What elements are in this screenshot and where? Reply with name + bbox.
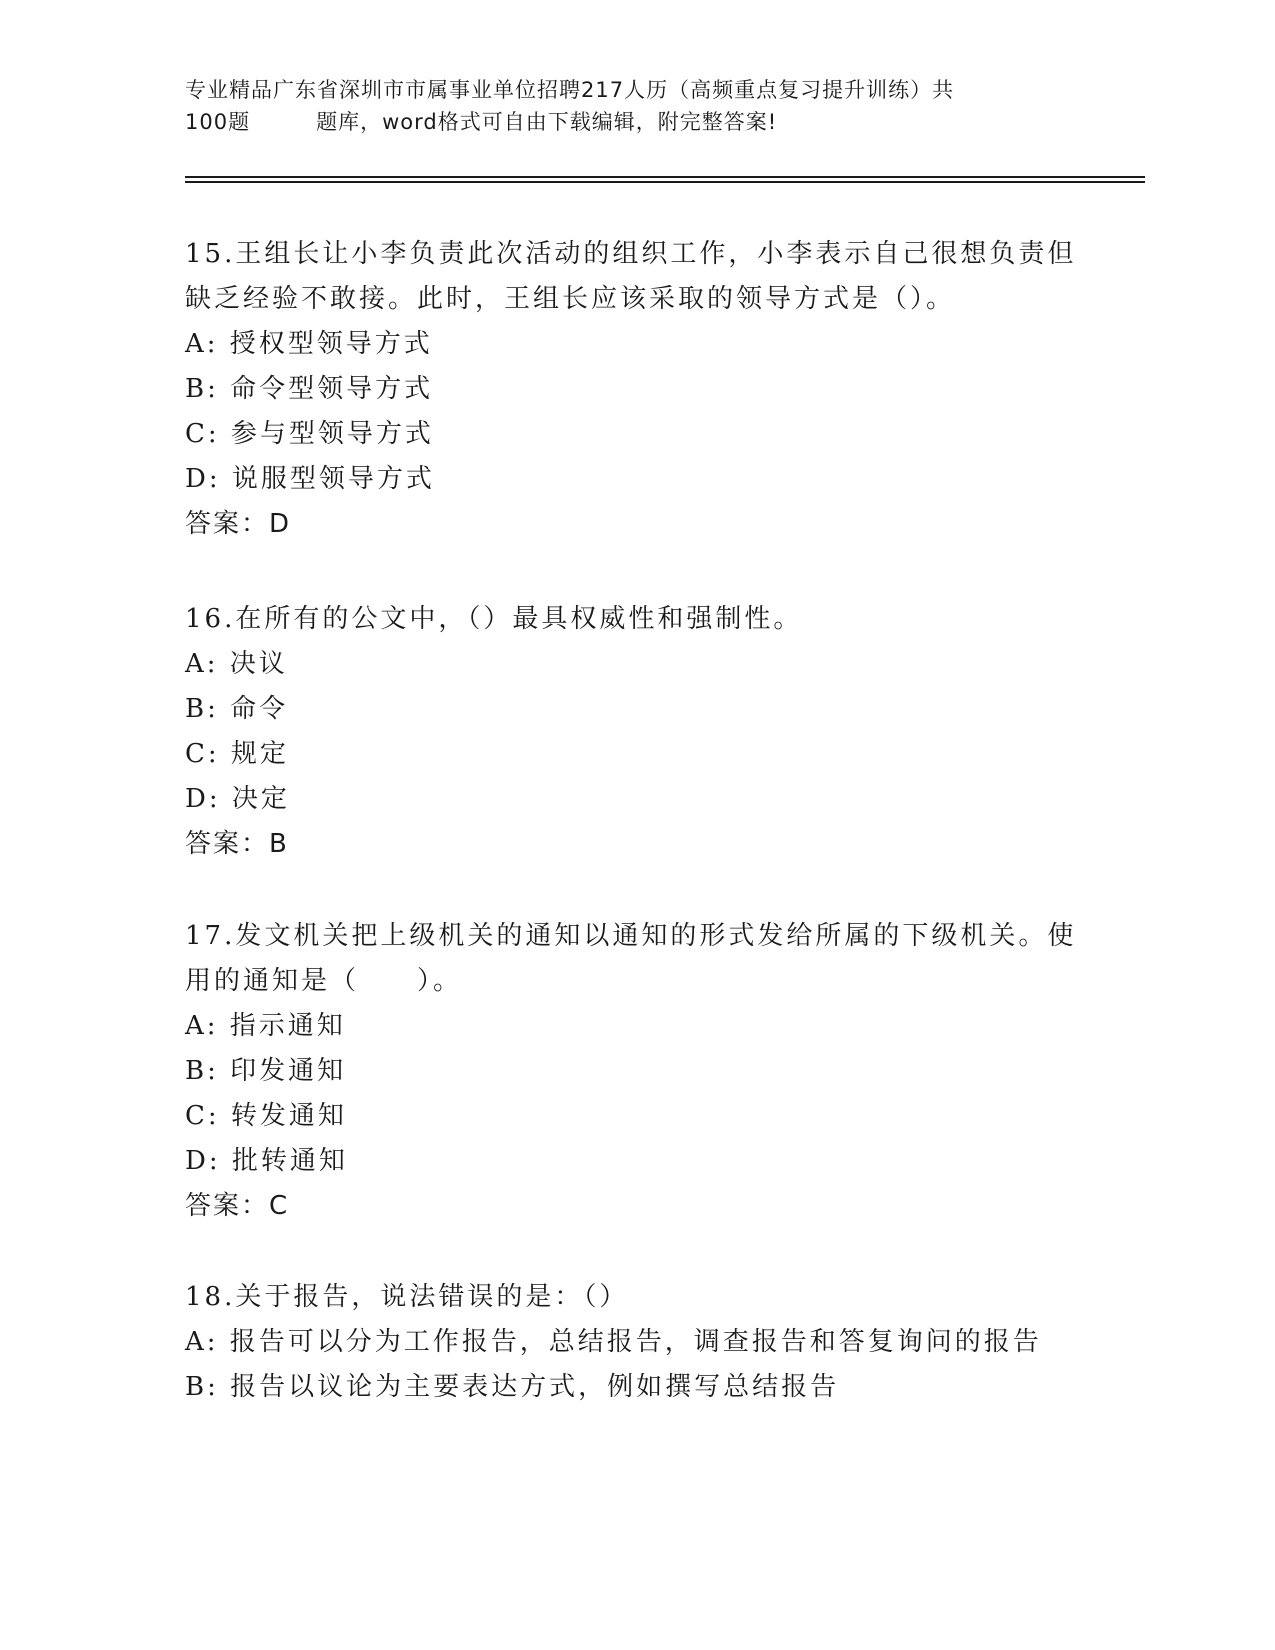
option-d: D: 说服型领导方式 xyxy=(185,464,435,494)
question-stem: 15.王组长让小李负责此次活动的组织工作，小李表示自己很想负责但缺乏经验不敢接。此时，王组长应该采取的领导方式是（）。 xyxy=(185,239,1077,314)
option-b: B: 命令 xyxy=(185,694,289,724)
option-a: A: 决议 xyxy=(185,649,288,679)
option-c: C: 参与型领导方式 xyxy=(185,419,434,449)
question-item xyxy=(185,914,1105,1229)
header-title-line-1: 专业精品广东省深圳市市属事业单位招聘217人历（高频重点复习提升训练）共 xyxy=(185,78,955,102)
header-title-line-2: 100题 题库，word格式可自由下载编辑，附完整答案! xyxy=(185,110,778,134)
question-stem: 18.关于报告，说法错误的是：（） xyxy=(185,1282,629,1312)
answer-label: 答案：B xyxy=(185,829,289,859)
option-a: A: 指示通知 xyxy=(185,1011,346,1041)
question-item xyxy=(185,1275,1105,1410)
question-stem: 16.在所有的公文中，（）最具权威性和强制性。 xyxy=(185,604,803,634)
page-header xyxy=(185,74,1085,138)
option-b: B: 报告以议论为主要表达方式，例如撰写总结报告 xyxy=(185,1372,840,1402)
option-c: C: 规定 xyxy=(185,739,289,769)
question-item xyxy=(185,232,1105,547)
option-b: B: 印发通知 xyxy=(185,1056,347,1086)
answer-label: 答案：D xyxy=(185,509,292,539)
header-divider xyxy=(185,176,1145,178)
option-a: A: 报告可以分为工作报告，总结报告，调查报告和答复询问的报告 xyxy=(185,1327,1042,1357)
option-d: D: 决定 xyxy=(185,784,290,814)
option-a: A: 授权型领导方式 xyxy=(185,329,433,359)
option-b: B: 命令型领导方式 xyxy=(185,374,434,404)
option-d: D: 批转通知 xyxy=(185,1146,348,1176)
option-c: C: 转发通知 xyxy=(185,1101,347,1131)
answer-label: 答案：C xyxy=(185,1191,290,1221)
question-item xyxy=(185,597,1105,867)
header-divider-secondary xyxy=(185,181,1145,183)
question-stem: 17.发文机关把上级机关的通知以通知的形式发给所属的下级机关。使用的通知是（ ）。 xyxy=(185,921,1077,996)
